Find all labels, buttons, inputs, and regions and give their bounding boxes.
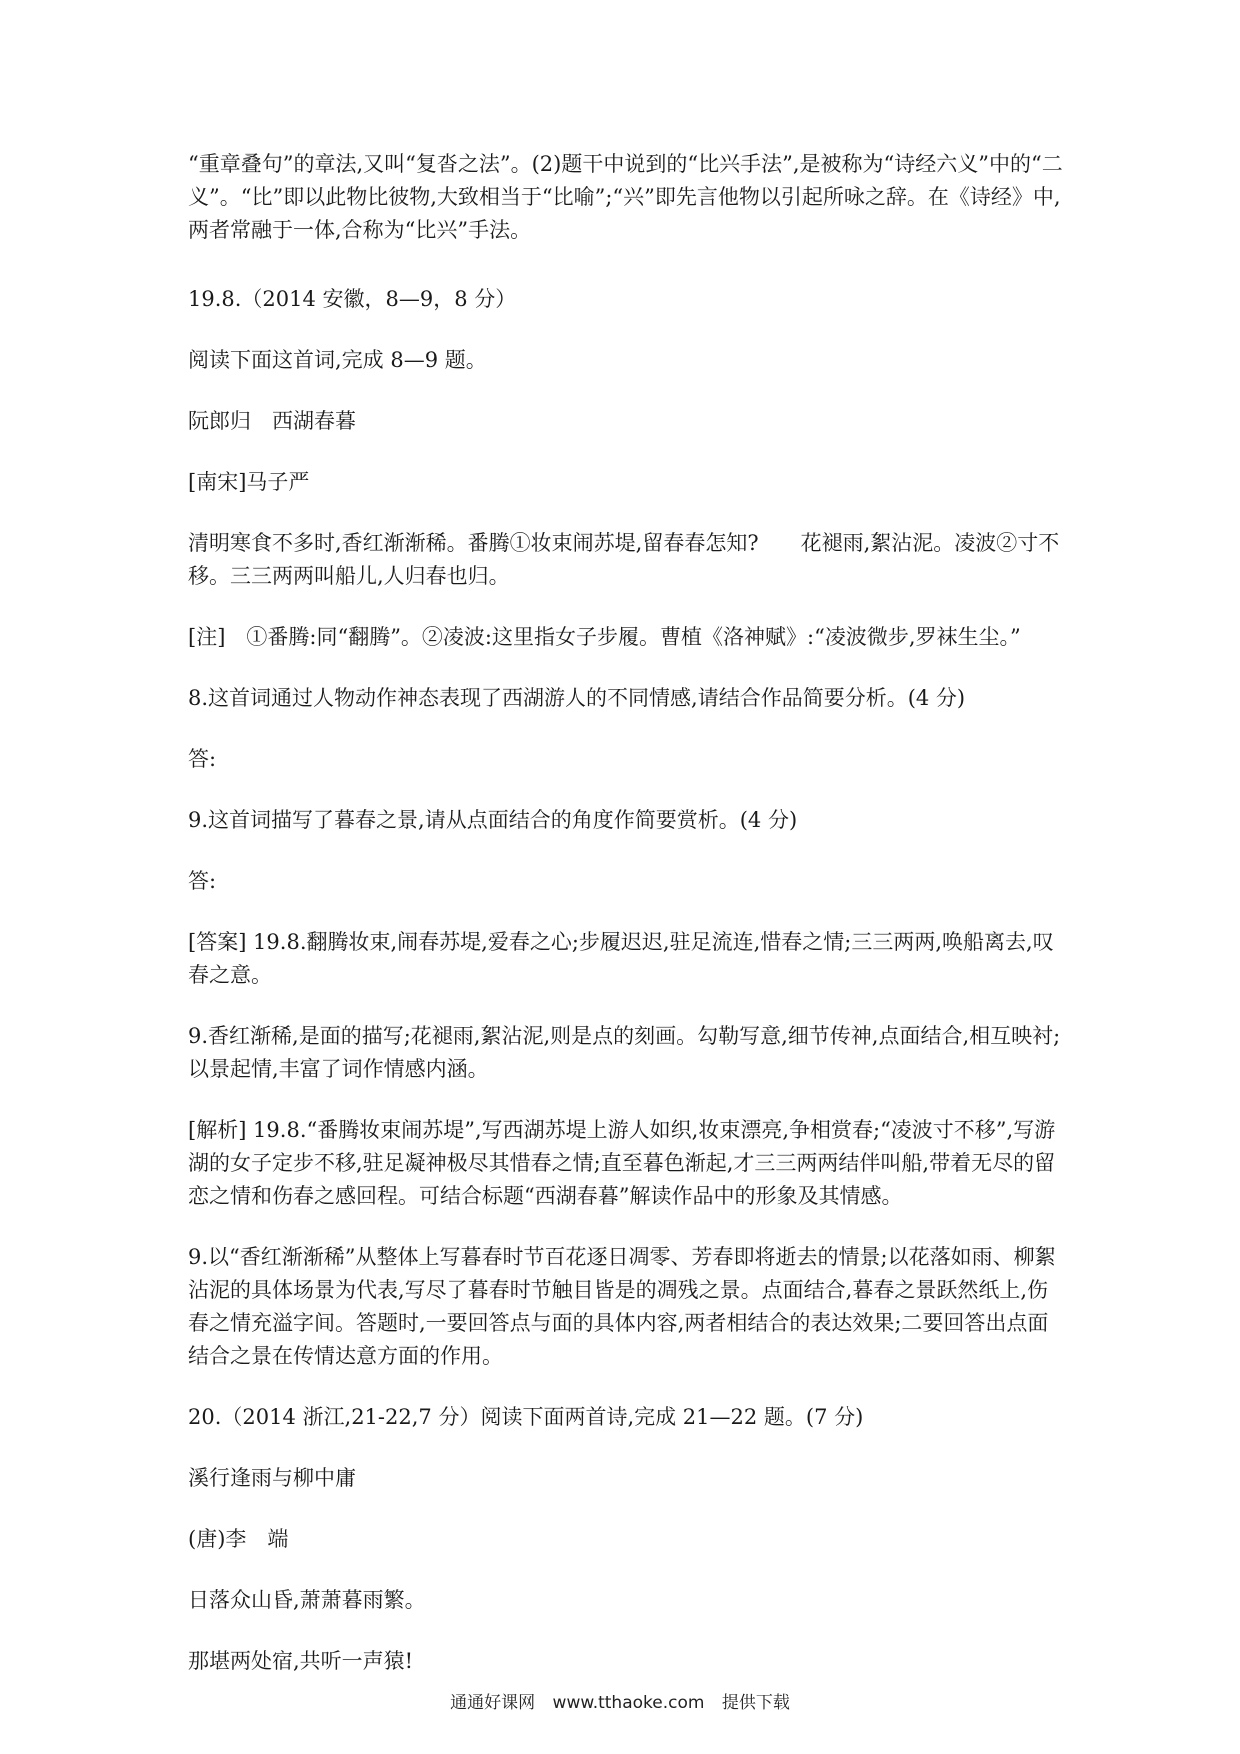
poem2-title: 溪行逢雨与柳中庸 [188, 1466, 356, 1490]
poem-text: 清明寒食不多时,香红渐渐稀。番腾①妆束闹苏堤,留春春怎知? 花褪雨,絮沾泥。凌波②寸不移。三三两两叫船儿,人归春也归。 [188, 531, 1060, 588]
poem2-line-2: 那堪两处宿,共听一声猿! [188, 1649, 414, 1673]
poem-notes: [注] ①番腾:同“翻腾”。②凌波:这里指女子步履。曹植《洛神赋》:“凌波微步,罗袜生尘。” [188, 625, 1021, 649]
analysis-8: [解析] 19.8.“番腾妆束闹苏堤”,写西湖苏堤上游人如织,妆束漂亮,争相赏春;“凌波寸不移”,写游湖的女子定步不移,驻足凝神极尽其惜春之情;直至暮色渐起,才三三两两结伴叫船,带着无尽的留恋之情和伤春之感回程。可结合标题“西湖春暮”解读作品中的形象及其情感。 [188, 1118, 1056, 1208]
answer-key-8: [答案] 19.8.翻腾妆束,闹春苏堤,爱春之心;步履迟迟,驻足流连,惜春之情;三三两两,唤船离去,叹春之意。 [188, 930, 1054, 987]
footer-site-name: 通通好课网 [450, 1693, 536, 1713]
page-footer [0, 1688, 1240, 1713]
answer-label-8: 答: [188, 747, 217, 771]
poem-title: 阮郎归 西湖春暮 [188, 409, 356, 433]
answer-label-9: 答: [188, 869, 217, 893]
poem2-line-1: 日落众山昏,萧萧暮雨繁。 [188, 1588, 426, 1612]
analysis-9: 9.以“香红渐渐稀”从整体上写暮春时节百花逐日凋零、芳春即将逝去的情景;以花落如雨、柳絮沾泥的具体场景为代表,写尽了暮春时节触目皆是的凋残之景。点面结合,暮春之景跃然纸上,伤春之情充溢字间。答题时,一要回答点与面的具体内容,两者相结合的表达效果;二要回答出点面结合之景在传情达意方面的作用。 [188, 1245, 1056, 1368]
document-body [188, 148, 1068, 1706]
footer-note: 提供下载 [721, 1693, 790, 1713]
question-20-heading: 20.（2014 浙江,21-22,7 分）阅读下面两首诗,完成 21—22 题。(7 分) [188, 1405, 864, 1429]
poem2-author: (唐)李 端 [188, 1527, 289, 1551]
footer-url[interactable]: www.tthaoke.com [552, 1693, 705, 1713]
answer-key-9: 9.香红渐稀,是面的描写;花褪雨,絮沾泥,则是点的刻画。勾勒写意,细节传神,点面结合,相互映衬;以景起情,丰富了词作情感内涵。 [188, 1024, 1061, 1081]
instruction: 阅读下面这首词,完成 8—9 题。 [188, 348, 487, 372]
question-8: 8.这首词通过人物动作神态表现了西湖游人的不同情感,请结合作品简要分析。(4 分) [188, 686, 966, 710]
intro-paragraph: “重章叠句”的章法,又叫“复沓之法”。(2)题干中说到的“比兴手法”,是被称为“诗经六义”中的“二义”。“比”即以此物比彼物,大致相当于“比喻”;“兴”即先言他物以引起所咏之辞。在《诗经》中,两者常融于一体,合称为“比兴”手法。 [188, 152, 1063, 242]
question-heading: 19.8.（2014 安徽，8—9，8 分） [188, 287, 517, 311]
question-9: 9.这首词描写了暮春之景,请从点面结合的角度作简要赏析。(4 分) [188, 808, 798, 832]
poem-author: [南宋]马子严 [188, 470, 310, 494]
